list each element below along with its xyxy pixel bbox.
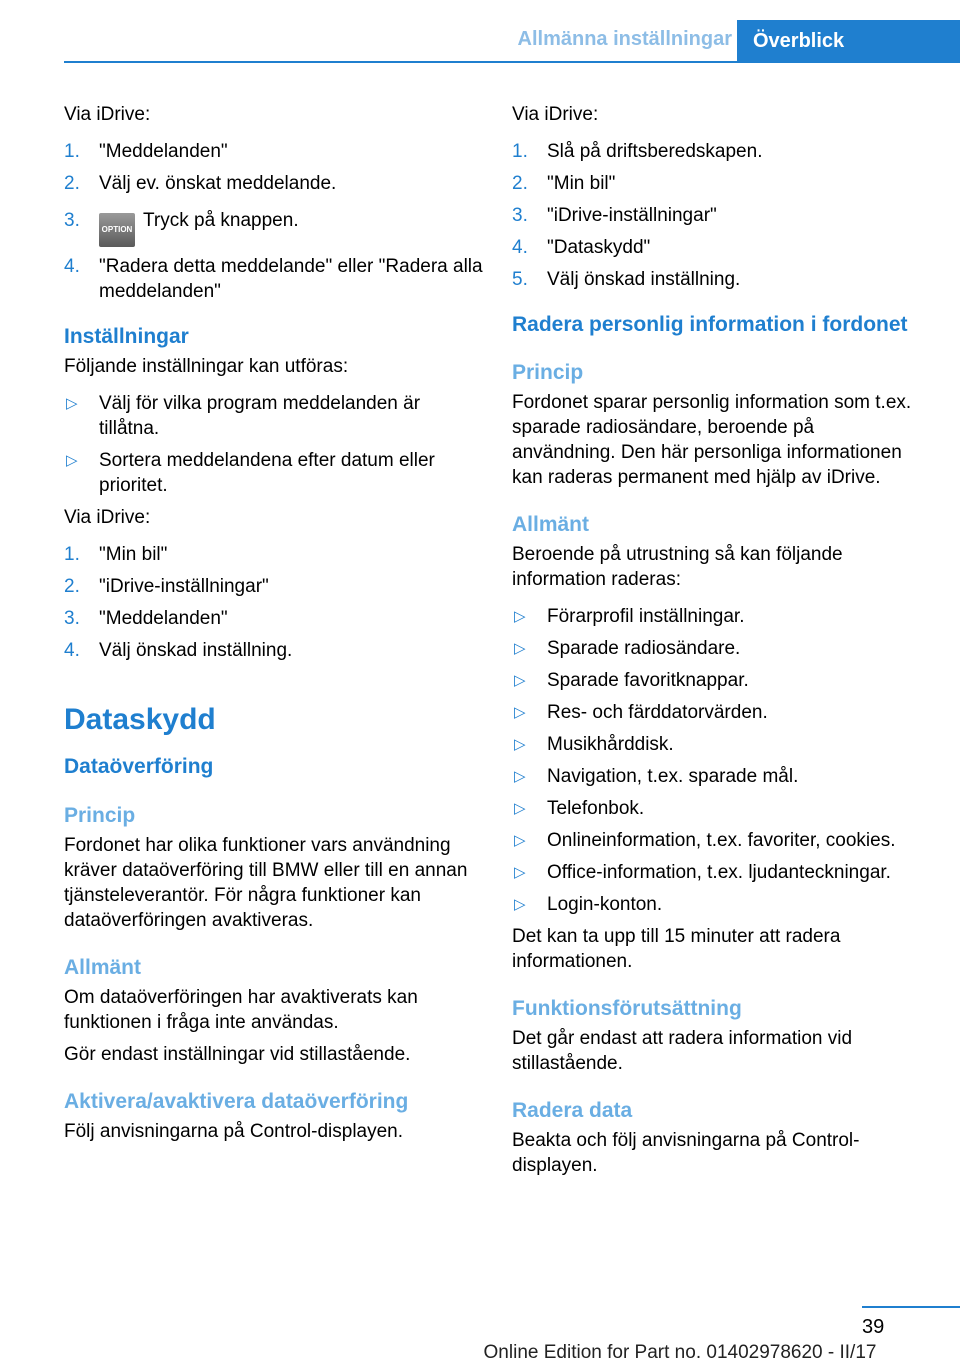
- left-column: [64, 102, 484, 1144]
- prerequisite-text: Det går endast att radera information vid stillastående.: [512, 1028, 853, 1074]
- list-item: [512, 668, 917, 693]
- step-number: 3.: [64, 210, 80, 231]
- list-item: [512, 171, 917, 196]
- triangle-bullet-icon: ▷: [514, 704, 526, 721]
- step-number: 1.: [64, 544, 80, 565]
- triangle-bullet-icon: ▷: [514, 896, 526, 913]
- allmant-text-stationary: Gör endast inställningar vid stillastående.: [64, 1044, 411, 1065]
- triangle-bullet-icon: ▷: [514, 672, 526, 689]
- bullet-text: Förarprofil inställningar.: [547, 606, 745, 627]
- via-idrive-label: Via iDrive:: [512, 104, 599, 125]
- step-text: Välj önskad inställning.: [547, 269, 741, 290]
- triangle-bullet-icon: ▷: [514, 864, 526, 881]
- heading-delete-data: Radera data: [512, 1099, 633, 1122]
- steps-list-dataskydd: [512, 139, 917, 292]
- step-text: "Radera detta meddelande" eller "Radera alla meddelanden": [99, 256, 483, 302]
- bullet-text: Välj för vilka program meddelanden är tillåtna.: [99, 393, 421, 439]
- princip-text: Fordonet sparar personlig information som t.ex. sparade radiosändare, beroende på användning. Den här personliga informationen kan raderas permanent med hjälp av iDrive.: [512, 392, 912, 488]
- settings-intro: Följande inställningar kan utföras:: [64, 356, 349, 377]
- via-idrive-label: Via iDrive:: [64, 104, 151, 125]
- list-item: [64, 171, 484, 196]
- triangle-bullet-icon: ▷: [514, 800, 526, 817]
- step-text: "Min bil": [99, 544, 168, 565]
- heading-dataskydd: Dataskydd: [64, 703, 216, 736]
- bullet-text: Onlineinformation, t.ex. favoriter, cookies.: [547, 830, 896, 851]
- step-text: Tryck på knappen.: [143, 210, 299, 231]
- heading-prerequisite: Funktionsförutsättning: [512, 997, 742, 1020]
- step-number: 1.: [512, 141, 528, 162]
- step-number: 5.: [512, 269, 528, 290]
- bullet-text: Musikhårddisk.: [547, 734, 674, 755]
- list-item: [512, 139, 917, 164]
- list-item: [64, 448, 484, 498]
- list-item: [512, 892, 917, 917]
- header-rule: [64, 61, 960, 63]
- step-text: "Dataskydd": [547, 237, 651, 258]
- list-item: [512, 604, 917, 629]
- step-number: 2.: [64, 173, 80, 194]
- settings-bullet-list: [64, 391, 484, 498]
- heading-allmant: Allmänt: [64, 956, 142, 979]
- list-item: [512, 860, 917, 885]
- steps-list-settings: [64, 542, 484, 663]
- list-item: [64, 574, 484, 599]
- list-item: [64, 208, 484, 247]
- bullet-text: Res- och färddatorvärden.: [547, 702, 768, 723]
- page-number: 39: [862, 1316, 885, 1338]
- step-text: "iDrive-inställningar": [99, 576, 269, 597]
- list-item: [64, 606, 484, 631]
- step-text: "Meddelanden": [99, 141, 228, 162]
- delete-data-text: Beakta och följ anvisningarna på Control-displayen.: [512, 1130, 860, 1176]
- header-tab-overview: Överblick: [737, 20, 960, 62]
- triangle-bullet-icon: ▷: [514, 640, 526, 657]
- heading-princip: Princip: [512, 361, 584, 384]
- bullet-text: Sparade radiosändare.: [547, 638, 741, 659]
- bullet-text: Sortera meddelandena efter datum eller prioritet.: [99, 450, 435, 496]
- list-item: [512, 732, 917, 757]
- list-item: [512, 764, 917, 789]
- footer-edition: Online Edition for Part no. 01402978620 - II/17: [483, 1342, 877, 1363]
- list-item: [512, 235, 917, 260]
- triangle-bullet-icon: ▷: [514, 608, 526, 625]
- step-number: 2.: [64, 576, 80, 597]
- step-text: "Min bil": [547, 173, 616, 194]
- list-item: [512, 267, 917, 292]
- heading-princip: Princip: [64, 804, 136, 827]
- steps-list-messages: [64, 139, 484, 304]
- triangle-bullet-icon: ▷: [514, 736, 526, 753]
- heading-allmant: Allmänt: [512, 513, 590, 536]
- list-item: [512, 203, 917, 228]
- step-text: Välj önskad inställning.: [99, 640, 293, 661]
- right-column: [512, 102, 917, 1178]
- triangle-bullet-icon: ▷: [66, 395, 78, 412]
- triangle-bullet-icon: ▷: [514, 768, 526, 785]
- list-item: [64, 254, 484, 304]
- step-number: 4.: [64, 640, 80, 661]
- footer-rule: [862, 1306, 960, 1308]
- step-number: 3.: [512, 205, 528, 226]
- heading-data-transfer: Dataöverföring: [64, 755, 214, 778]
- step-text: "Meddelanden": [99, 608, 228, 629]
- duration-text: Det kan ta upp till 15 minuter att radera informationen.: [512, 926, 841, 972]
- via-idrive-label: Via iDrive:: [64, 507, 151, 528]
- activate-text: Följ anvisningarna på Control-displayen.: [64, 1121, 404, 1142]
- step-number: 1.: [64, 141, 80, 162]
- bullet-text: Navigation, t.ex. sparade mål.: [547, 766, 799, 787]
- header-section-title: Allmänna inställningar: [517, 28, 732, 50]
- deletable-info-bullet-list: [512, 604, 917, 917]
- bullet-text: Login-konton.: [547, 894, 663, 915]
- list-item: [64, 391, 484, 441]
- step-text: Slå på driftsberedskapen.: [547, 141, 763, 162]
- list-item: [512, 796, 917, 821]
- step-number: 4.: [64, 256, 80, 277]
- heading-delete-personal-info: Radera personlig information i fordonet: [512, 313, 908, 336]
- princip-text: Fordonet har olika funktioner vars användning kräver dataöverföring till BMW eller till en annan tjänsteleverantör. För några funktioner kan dataöverföringen avaktiveras.: [64, 835, 468, 931]
- heading-settings: Inställningar: [64, 325, 189, 348]
- list-item: [512, 636, 917, 661]
- step-number: 3.: [64, 608, 80, 629]
- step-text: Välj ev. önskat meddelande.: [99, 173, 337, 194]
- triangle-bullet-icon: ▷: [66, 452, 78, 469]
- option-button-icon: OPTION: [99, 213, 135, 247]
- allmant-text: Beroende på utrustning så kan följande information raderas:: [512, 544, 843, 590]
- list-item: [512, 700, 917, 725]
- list-item: [64, 139, 484, 164]
- step-number: 2.: [512, 173, 528, 194]
- list-item: [64, 638, 484, 663]
- heading-activate-transfer: Aktivera/avaktivera dataöverföring: [64, 1090, 409, 1113]
- triangle-bullet-icon: ▷: [514, 832, 526, 849]
- allmant-text: Om dataöverföringen har avaktiverats kan funktionen i fråga inte användas.: [64, 987, 418, 1033]
- bullet-text: Sparade favoritknappar.: [547, 670, 749, 691]
- step-text: "iDrive-inställningar": [547, 205, 717, 226]
- list-item: [512, 828, 917, 853]
- bullet-text: Telefonbok.: [547, 798, 645, 819]
- step-number: 4.: [512, 237, 528, 258]
- bullet-text: Office-information, t.ex. ljudanteckningar.: [547, 862, 891, 883]
- list-item: [64, 542, 484, 567]
